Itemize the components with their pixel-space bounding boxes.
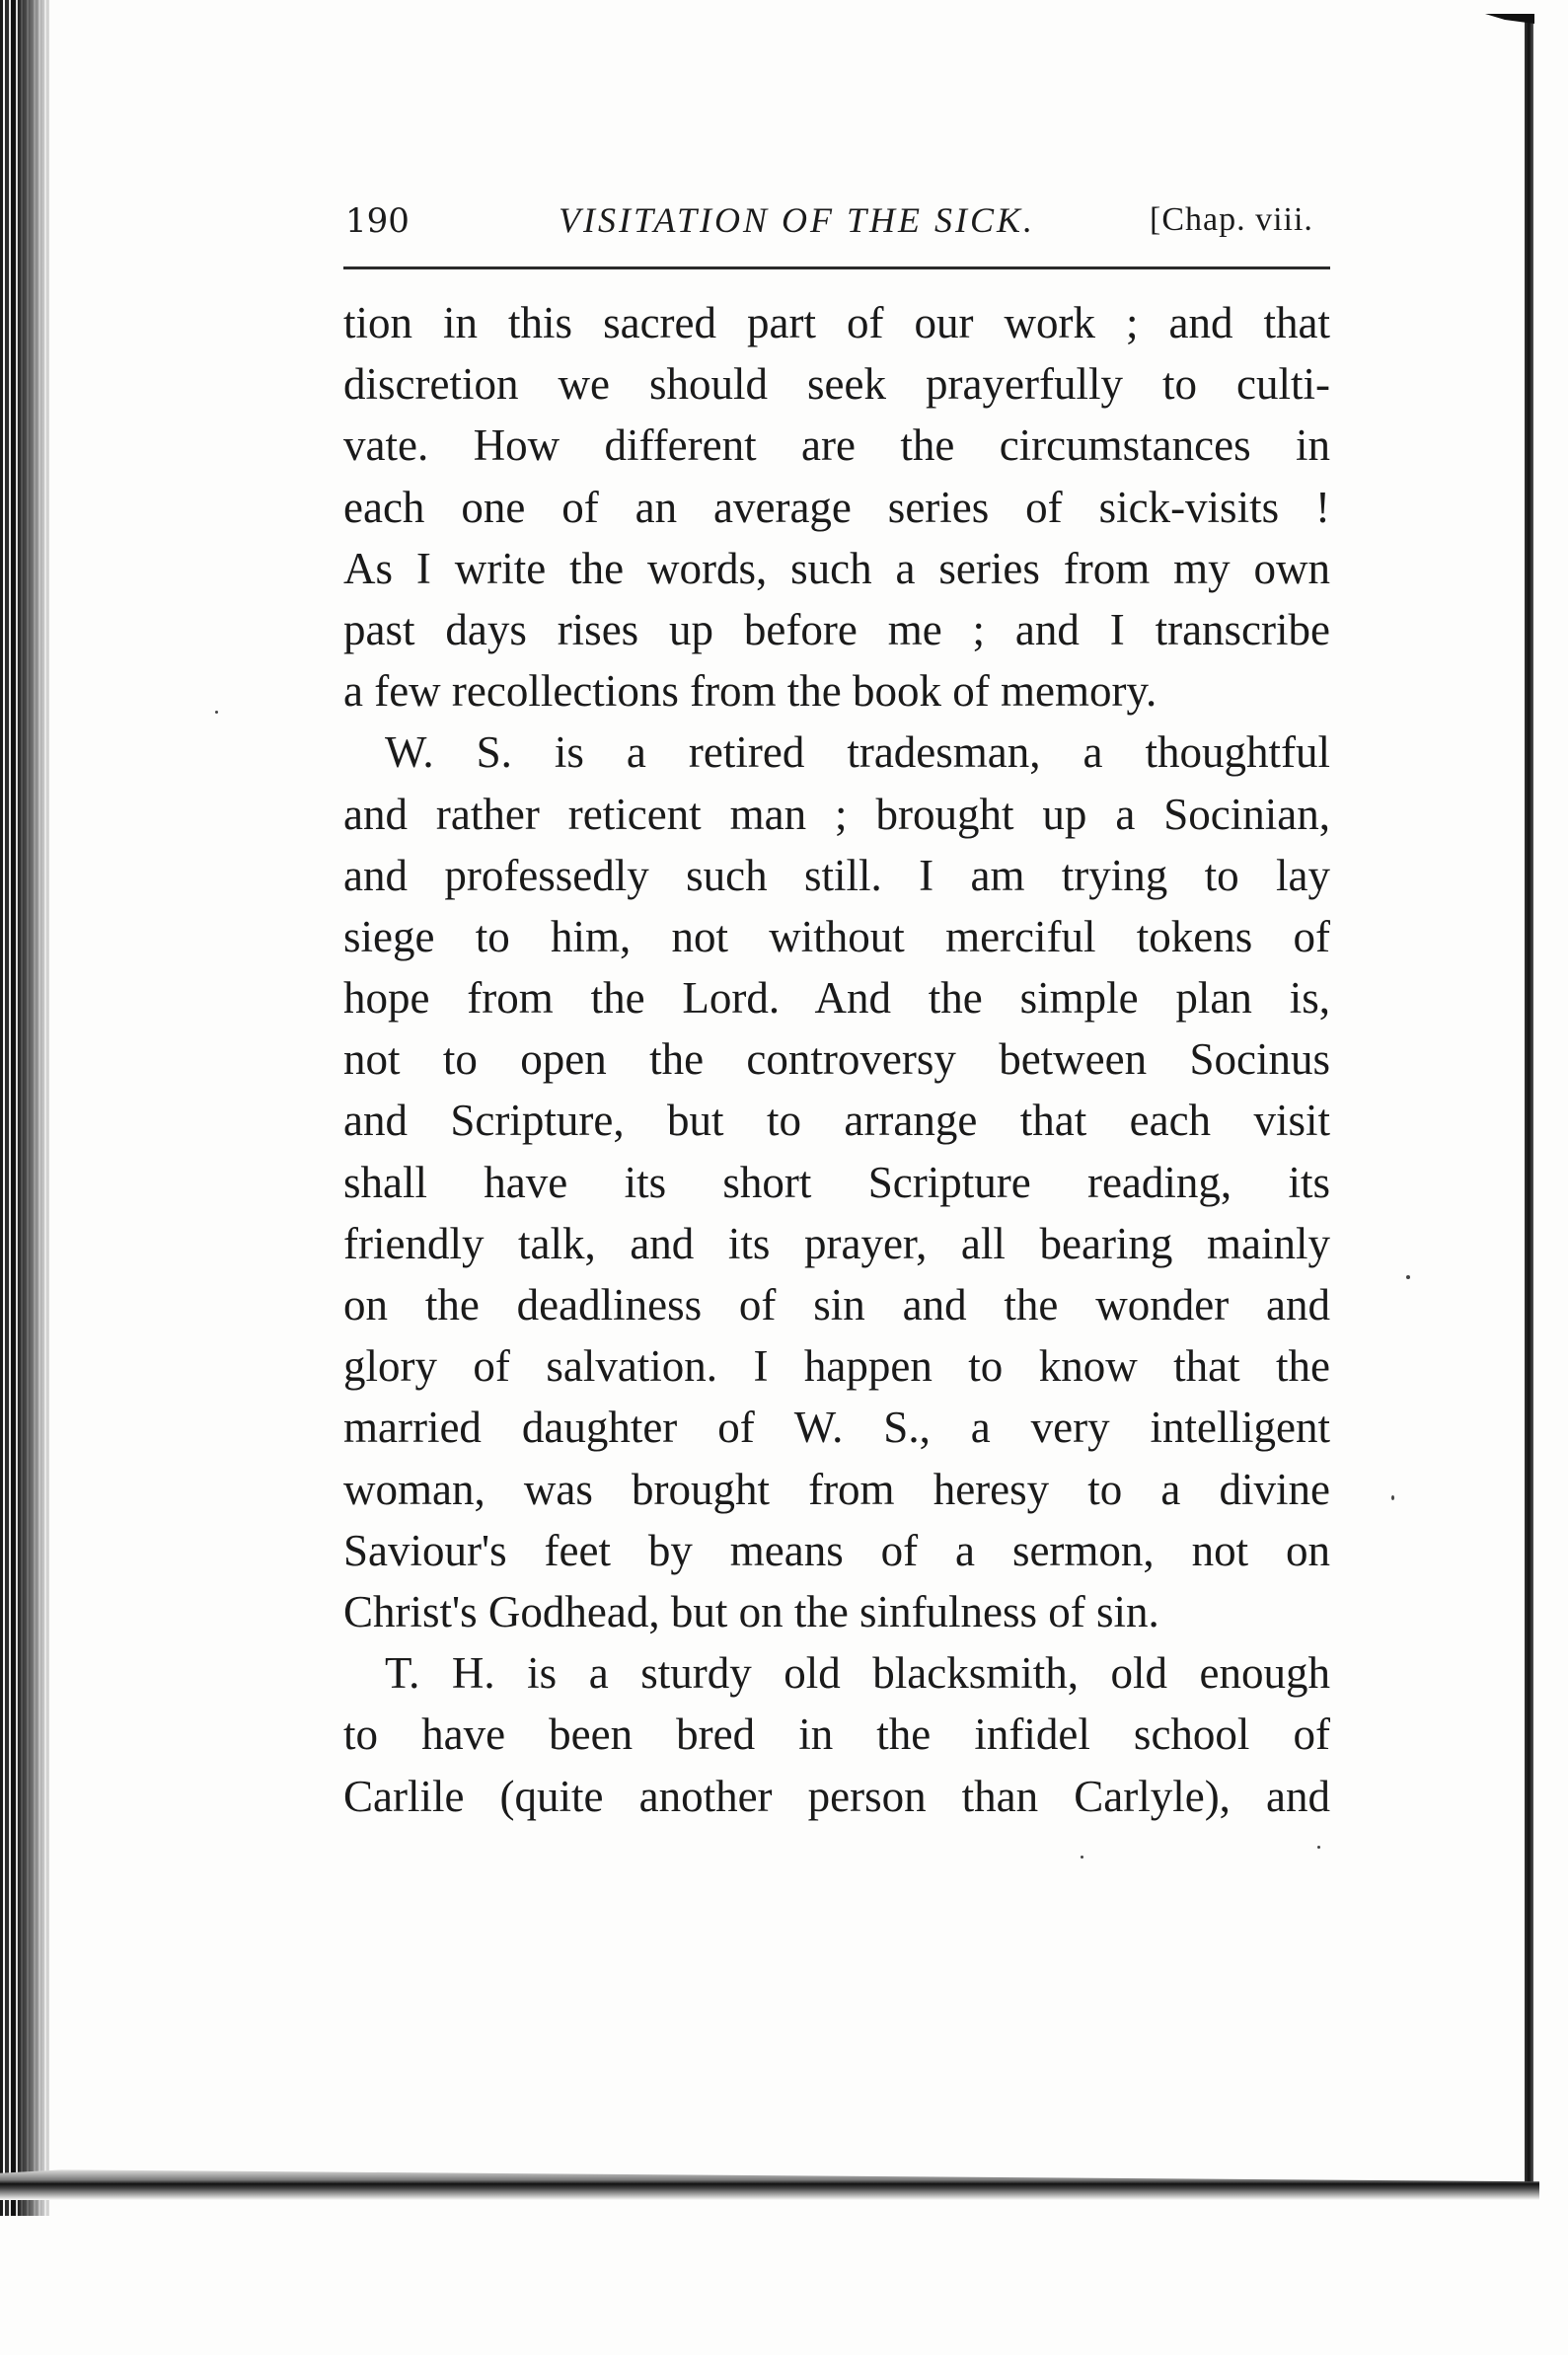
text-line: As I write the words, such a series from my own: [343, 543, 1330, 593]
body-text: [343, 292, 1330, 1827]
text-line: and Scripture, but to arrange that each visit: [343, 1096, 1330, 1146]
header-rule: [343, 266, 1330, 269]
text-line: T. H. is a sturdy old blacksmith, old enough: [385, 1648, 1330, 1699]
text-line: on the deadliness of sin and the wonder and: [343, 1280, 1330, 1329]
text-line: a few recollections from the book of memory.: [343, 666, 1157, 717]
text-line: friendly talk, and its prayer, all bearing mainly: [343, 1218, 1330, 1268]
chapter-reference: [Chap. viii.: [1150, 201, 1313, 238]
paragraph: [343, 722, 1330, 1642]
text-line: woman, was brought from heresy to a divine: [343, 1464, 1330, 1514]
scan-speck: [215, 711, 218, 714]
paragraph: [343, 292, 1330, 722]
running-title: VISITATION OF THE SICK.: [559, 200, 1035, 240]
text-line: not to open the controversy between Socinus: [343, 1034, 1330, 1085]
scan-speck: [1391, 1495, 1394, 1500]
right-page-edge-cap: [1485, 14, 1534, 24]
text-line: tion in this sacred part of our work ; and that: [343, 298, 1330, 347]
text-line: discretion we should seek prayerfully to culti-: [343, 359, 1330, 410]
text-line: shall have its short Scripture reading, its: [343, 1157, 1330, 1207]
text-line: W. S. is a retired tradesman, a thoughtful: [385, 727, 1330, 778]
scan-speck: [1317, 1846, 1320, 1849]
scan-speck: [1081, 1856, 1083, 1859]
text-line: vate. How different are the circumstances in: [343, 420, 1330, 471]
paragraph: [343, 1642, 1330, 1827]
running-header: [345, 195, 1332, 255]
text-line: Carlile (quite another person than Carlyle), and: [343, 1771, 1330, 1821]
text-line: Saviour's feet by means of a sermon, not on: [343, 1525, 1330, 1575]
right-page-edge: [1525, 18, 1533, 2199]
text-line: and rather reticent man ; brought up a Socinian,: [343, 789, 1330, 839]
scan-speck: [1406, 1275, 1410, 1279]
text-line: married daughter of W. S., a very intelligent: [343, 1403, 1330, 1453]
text-line: Christ's Godhead, but on the sinfulness of sin.: [343, 1586, 1159, 1636]
text-line: and professedly such still. I am trying to lay: [343, 850, 1330, 900]
text-line: each one of an average series of sick-visits !: [343, 482, 1330, 532]
page-number: 190: [345, 201, 410, 241]
binding-shadow: [18, 0, 49, 2216]
bottom-page-edge: [0, 2166, 1539, 2200]
text-line: past days rises up before me ; and I transcribe: [343, 604, 1330, 654]
text-line: siege to him, not without merciful tokens of: [343, 911, 1330, 961]
text-line: hope from the Lord. And the simple plan is,: [343, 973, 1330, 1024]
text-line: to have been bred in the infidel school of: [343, 1709, 1330, 1760]
text-line: glory of salvation. I happen to know that the: [343, 1341, 1330, 1392]
